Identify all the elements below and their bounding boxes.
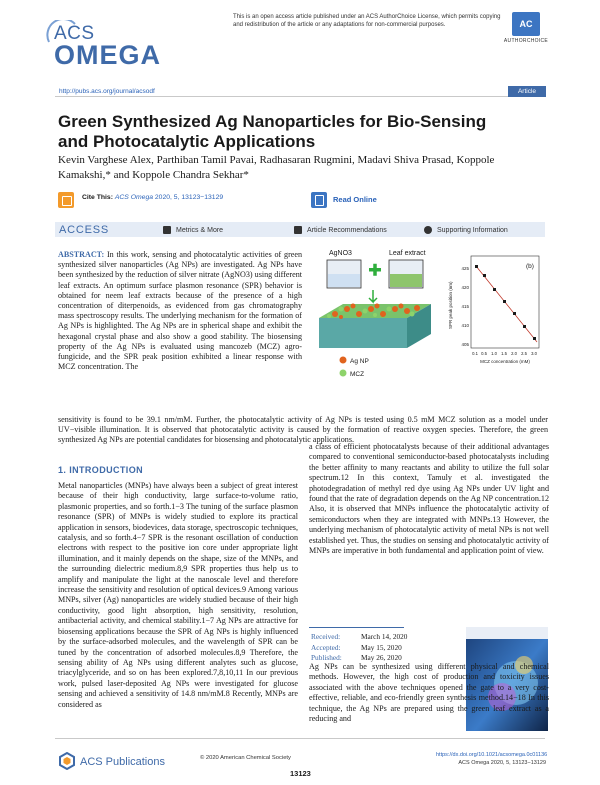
inset-ytick: 415 [461,304,469,309]
abstract-label: ABSTRACT: [58,250,105,259]
copyright-notice: © 2020 American Chemical Society [200,755,291,761]
inset-point [493,288,496,291]
inset-xtick: 1.0 [491,351,497,356]
inset-xtick: 2.5 [521,351,527,356]
received-date: March 14, 2020 [361,632,408,641]
metrics-button[interactable] [163,226,223,234]
received-label: Received: [311,632,341,641]
abstract-body-2: sensitivity is found to be 39.1 nm/mM. Further, the photocatalytic activity of Ag NPs is tested using 0.5 mM MCZ solution as a model under UV−visible illumination. It is observed that photocatalytic activity is caused by the formation of reactive oxygen species. Therefore, the green synthesized Ag NPs are potential candidates for biosensing and photocatalytic applications. [58,415,548,445]
article-dates [311,632,407,664]
inset-point [503,300,506,303]
section-heading-introduction: 1. INTRODUCTION [58,465,144,475]
graphical-abstract [313,246,545,412]
recommendations-button[interactable] [294,226,387,234]
reaction-arrow-icon [369,290,377,302]
inset-ytick: 410 [461,323,469,328]
inset-point [523,325,526,328]
inset-xtick: 0.5 [481,351,487,356]
read-online-icon[interactable] [311,192,327,208]
inset-point [483,274,486,277]
cite-journal: ACS Omega [114,194,154,201]
inset-ytick: 425 [461,266,469,271]
inset-xtick: 1.5 [501,351,507,356]
supporting-info-label: Supporting Information [437,226,508,234]
abstract-text-part1 [58,250,302,372]
footer-divider [55,738,545,739]
access-label: ACCESS [59,224,110,236]
authorchoice-badge-icon[interactable]: AC [512,12,540,36]
cite-label: Cite This: [82,194,113,201]
inset-plot-label: (b) [526,263,534,270]
legend-mcz-label: MCZ [350,371,365,378]
cite-icon[interactable] [58,192,74,208]
inset-point [475,265,478,268]
authorchoice-label: AUTHORCHOICE [503,38,549,44]
journal-logo-line2: OMEGA [54,40,162,70]
intro-left-column: Metal nanoparticles (MNPs) have always been a subject of great interest because of their high conductivity, large surface-to-volume ratio, plasmonic properties, and so forth.1−3 The tuning of the surface plasmon resonance (SPR) of MNPs is widely studied to explore its practical application in sensors, biodevices, data storage, spectroscopic techniques, catalysis, and so forth.4−7 SPR is the resonant oscillation of conduction electrons with respect to the positive ion core under appropriate light illumination, and it mainly depends on the shape, size of the MNPs, and the surrounding dielectric medium.8,9 SPR properties thus help us to amplify and manipulate the light at the nanoscale level and therefore increase the sensitivity and resolution of optical devices.9 Among various MNPs, silver (Ag) nanoparticles are widely studied because of their high conductivity, good light absorption, high sensitivity, resolution, antibacterial activity, and chemical stability.1−7 Ag NPs are attractive for biosensing applications because the SPR of Ag NPs is highly influenced by the surface-adsorbed molecules, and the wavelength of SPR can be tuned by the concentration of adsorbed molecules.8,9 Therefore, the sensing ability of Ag NPs using different analytes such as glucose, triacylglyceride, and so on has been explored.7,8,10,11 In our previous work, pulsed laser-deposited Ag NPs were investigated for glucose sensing and achieved a sensitivity of 14.8 nm/mM.8 Recently, MNPs are considered as [58,481,298,709]
journal-logo-line1: ACS [54,23,95,44]
leaf-extract-label: Leaf extract [389,250,426,257]
read-online-button[interactable]: Read Online [333,195,377,204]
inset-point [513,312,516,315]
inset-xtick: 2.0 [511,351,517,356]
recommendations-label: Article Recommendations [307,226,387,234]
inset-xtick: 3.0 [531,351,537,356]
published-date: May 26, 2020 [361,653,402,662]
bar-chart-icon [163,226,171,234]
intro-right-column: a class of efficient photocatalysts because of their additional advantages compared to conventional semiconductor-based photocatalysts including the better affinity to many reactants and ability to utilize the full solar spectrum.12 In this context, Tamuly et al. investigated the photodegradation of methyl red dye using Ag NPs under UV light and found that the rate of degradation depends on the Ag NP concentration.12 Also, it is observed that MNPs influence the photocatalytic activity of semiconductors when they are integrated with MNPs.13 However, the underlying mechanism of photocatalytic activity of metal NPs is not well established yet. Thus, the studies on sensing and photocatalytic activity of MNPs are imperative in both fundamental and application point of view. [309,442,549,556]
substrate-front [319,318,407,348]
doi-link[interactable]: https://dx.doi.org/10.1021/acsomega.0c01136 [436,752,548,758]
inset-x-ticks [472,351,537,356]
plus-vertical [373,264,377,276]
footer-doi-block [436,751,546,767]
leaf-extract-solution [390,274,422,287]
supporting-info-button[interactable] [424,226,508,234]
cite-reference: 2020, 5, 13123−13129 [154,194,224,201]
inset-y-ticks [461,266,469,347]
journal-logo[interactable] [54,24,161,69]
open-access-notice: This is an open access article published under an ACS AuthorChoice License, which permits copying and redistribution of the article or any adaptations for non-commercial purposes. [233,14,501,29]
page-number: 13123 [290,769,311,778]
author-list[interactable]: Kevin Varghese Alex, Parthiban Tamil Pavai, Radhasaran Rugmini, Madavi Shiva Prasad, Koppole Kamakshi,* and Koppole Chandra Sekhar* [58,154,495,181]
inset-xlabel: MCZ concentration (mM) [480,359,530,364]
published-label: Published: [311,653,342,662]
header-divider [55,96,545,97]
inset-fit-line [476,266,537,342]
abstract-body-1: In this work, sensing and photocatalytic activities of green synthesized silver nanoparticles (Ag NPs) are investigated. Ag NPs have been synthesized by the reduction of silver nitrate (AgNO3) using different leaf extracts. An optimum surface plasmon resonance (SPR) behavior is obtained for neem leaf extracts because of the presence of a high concentration of diterpenoids, as evidenced from gas chromatography mass spectroscopy results. The underlying mechanism for the formation of Ag NPs is highlighted. The Ag NPs are in spherical shape and exhibit the hexagonal crystal phase and also show a good stability. The biosensing property of the Ag NPs is evaluated using mancozeb (MCZ) agro-fungicide, and the SPR peak position exhibited a linear response with MCZ concentration. The [58,250,302,372]
legend-agnp-marker [340,357,347,364]
inset-ytick: 405 [461,342,469,347]
intro-right-column-continued: Ag NPs can be synthesized using different physical and chemical methods. However, the high cost of production and toxicity issues associated with the above techniques opened the gate to a very cost-effective, reliable, and eco-friendly green synthesis method.14−18 In this technique, the Ag NPs are prepared using the green leaf extract as a reducing and [309,662,549,724]
article-type-tag: Article [508,86,546,97]
agno3-solution [328,274,360,287]
cite-this[interactable] [82,194,223,201]
legend-mcz-marker [340,370,347,377]
paper-title: Green Synthesized Ag Nanoparticles for Bio-Sensing and Photocatalytic Applications [58,112,487,151]
metrics-label: Metrics & More [176,226,224,234]
document-icon [294,226,302,234]
inset-ytick: 420 [461,285,469,290]
dates-divider [309,627,404,628]
inset-ylabel: SPR peak position (nm) [448,281,453,329]
agno3-label: AgNO3 [329,250,352,257]
publisher-name[interactable]: ACS Publications [80,756,165,768]
inset-xtick: 0.1 [472,351,478,356]
journal-url-link[interactable]: http://pubs.acs.org/journal/acsodf [59,88,155,95]
accepted-date: May 15, 2020 [361,642,402,652]
accepted-label: Accepted: [311,642,341,652]
legend-agnp-label: Ag NP [350,358,369,365]
inset-point [533,337,536,340]
acs-publications-logo-icon [58,752,76,770]
info-icon [424,226,432,234]
footer-citation: ACS Omega 2020, 5, 13123−13129 [458,760,546,766]
